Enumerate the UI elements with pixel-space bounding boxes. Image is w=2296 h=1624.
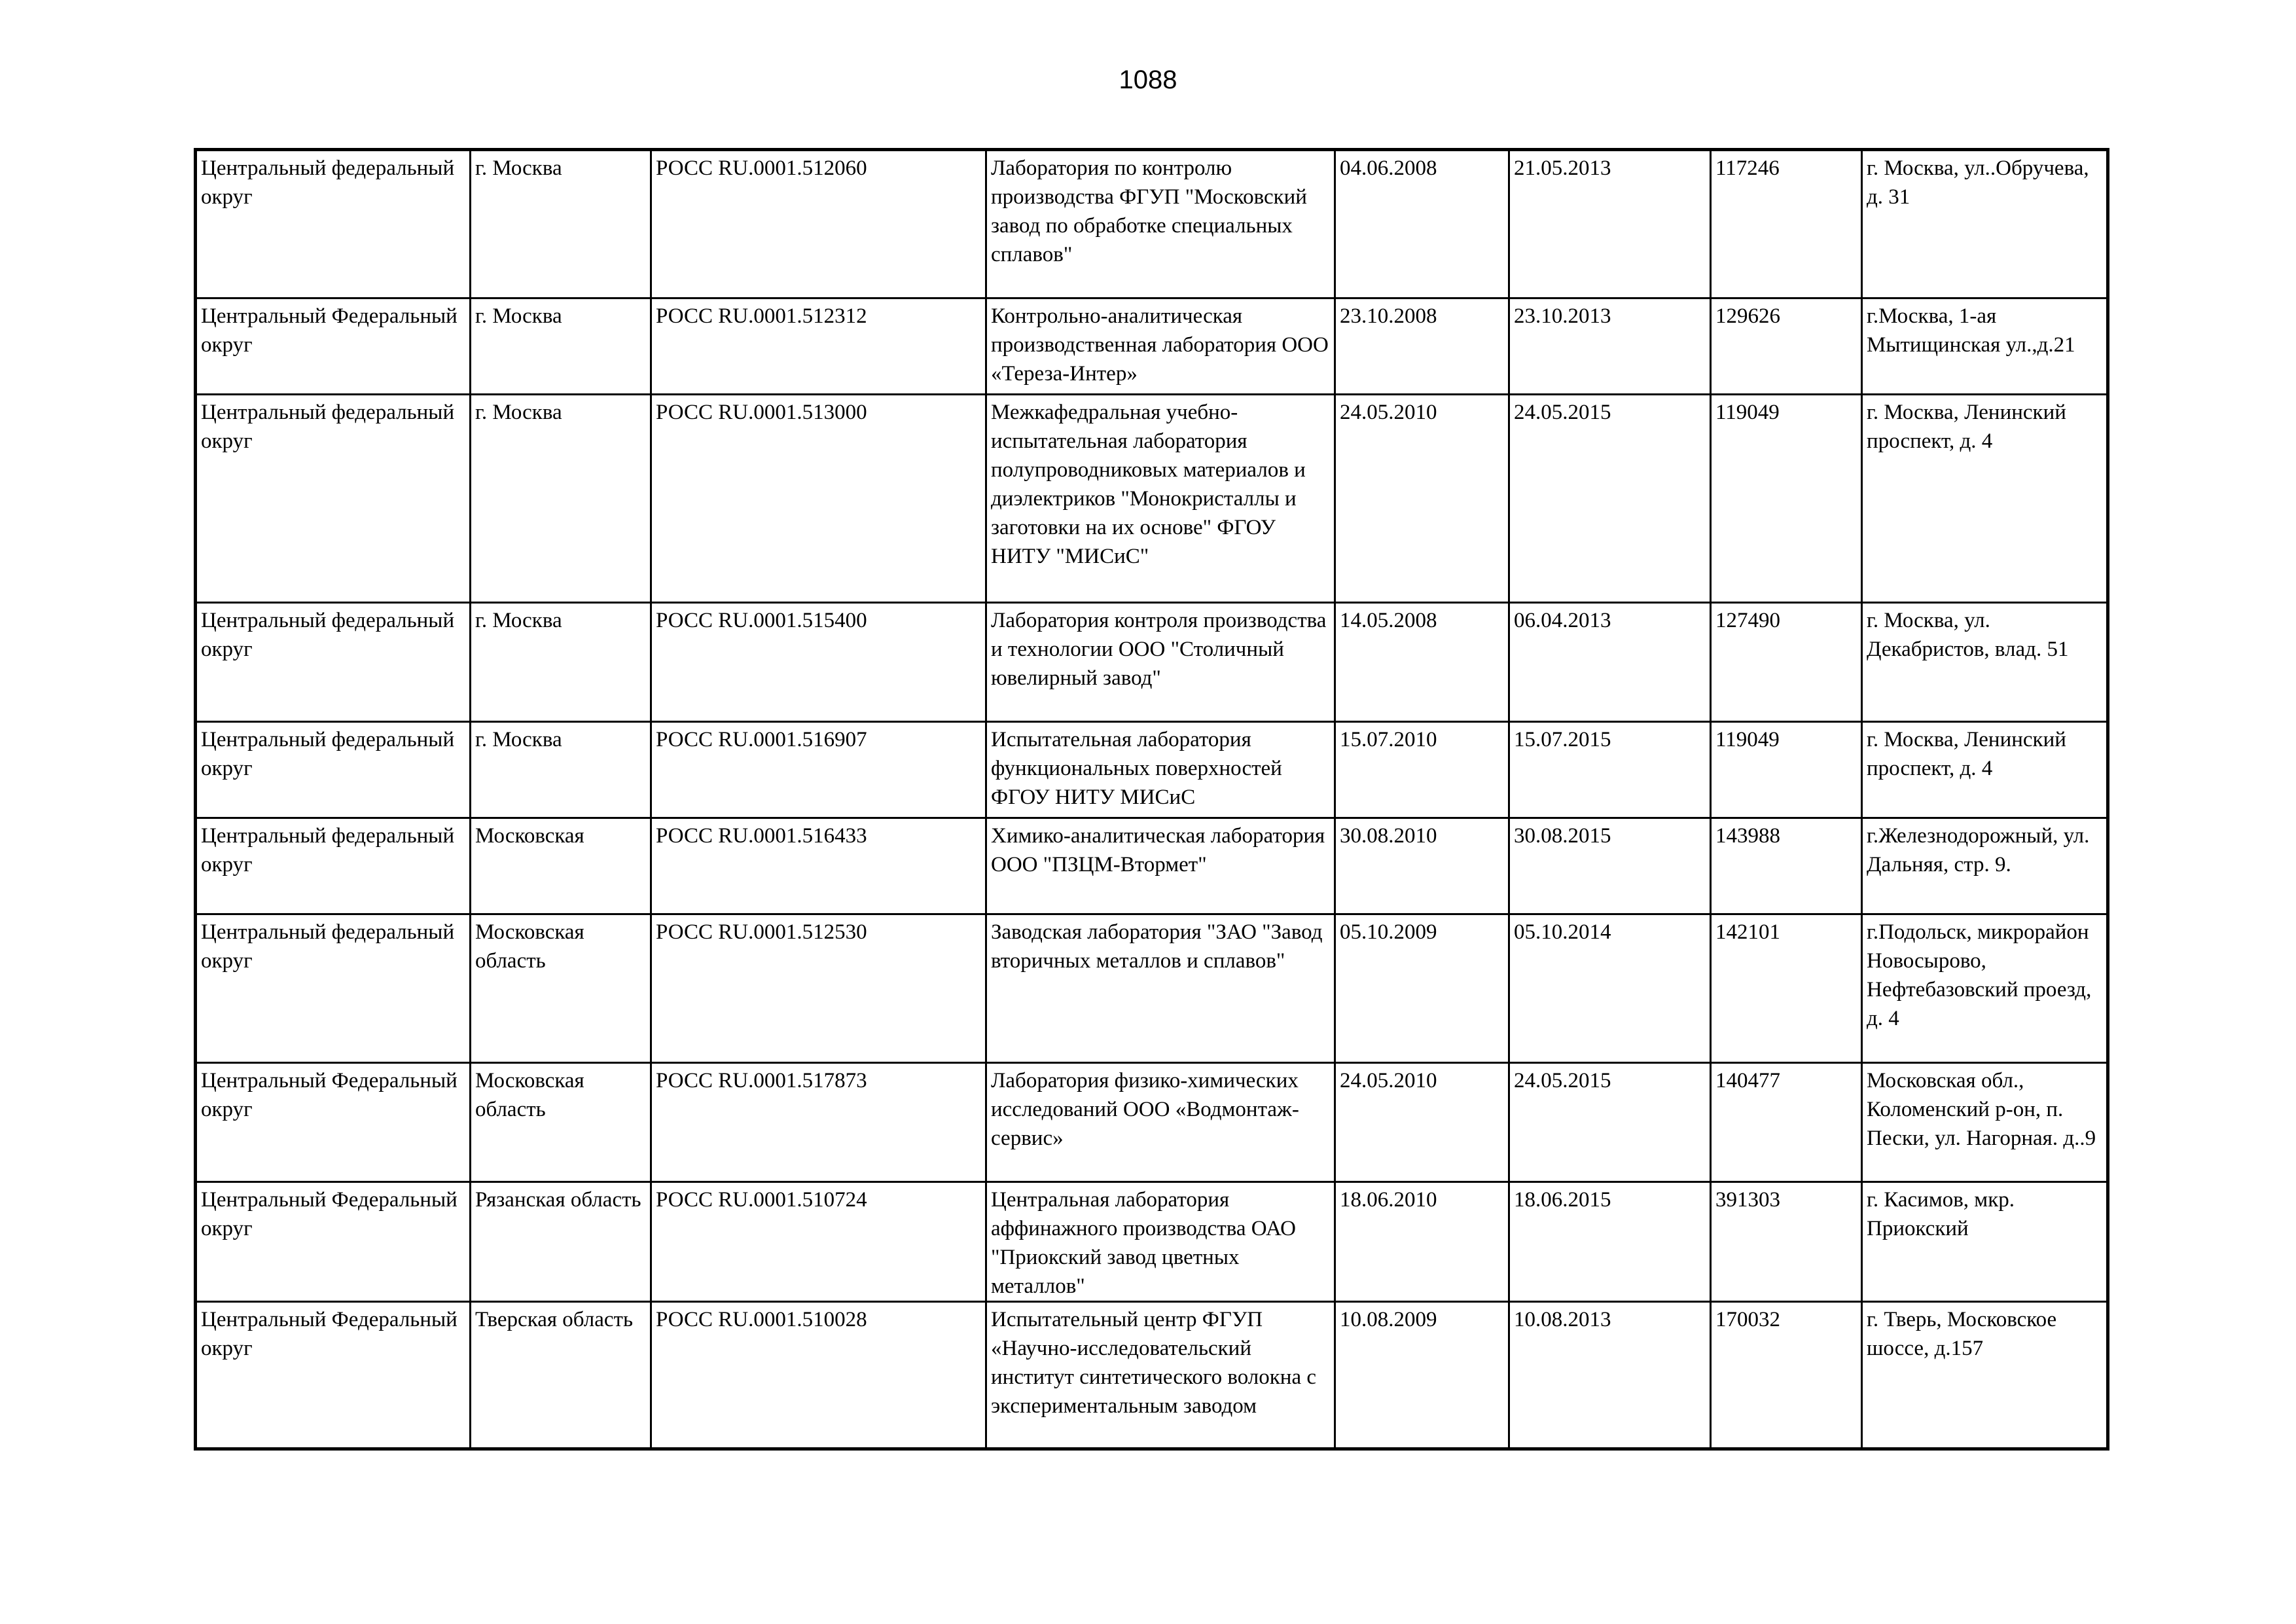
address-cell: г. Тверь, Московское шоссе, д.157 xyxy=(1862,1302,2108,1449)
district-cell: Центральный Федеральный округ xyxy=(196,1063,471,1182)
address-cell: г. Москва, ул..Обручева, д. 31 xyxy=(1862,150,2108,298)
laboratory-name-cell: Лаборатория по контролю производства ФГУП "Московский завод по обработке специальных сплавов" xyxy=(986,150,1335,298)
expiry-date-cell: 15.07.2015 xyxy=(1509,722,1711,818)
region-cell: г. Москва xyxy=(471,150,651,298)
issue-date-cell: 24.05.2010 xyxy=(1335,1063,1509,1182)
postcode-cell: 119049 xyxy=(1711,722,1862,818)
region-cell: Московская область xyxy=(471,1063,651,1182)
issue-date-cell: 18.06.2010 xyxy=(1335,1182,1509,1302)
postcode-cell: 129626 xyxy=(1711,298,1862,395)
address-cell: г.Москва, 1-ая Мытищинская ул.,д.21 xyxy=(1862,298,2108,395)
address-cell: г. Москва, ул. Декабристов, влад. 51 xyxy=(1862,603,2108,722)
postcode-cell: 143988 xyxy=(1711,818,1862,914)
laboratory-name-cell: Межкафедральная учебно-испытательная лаборатория полупроводниковых материалов и диэлектриков "Монокристаллы и заготовки на их основе" ФГОУ НИТУ "МИСиС" xyxy=(986,395,1335,603)
expiry-date-cell: 23.10.2013 xyxy=(1509,298,1711,395)
postcode-cell: 170032 xyxy=(1711,1302,1862,1449)
postcode-cell: 127490 xyxy=(1711,603,1862,722)
district-cell: Центральный федеральный округ xyxy=(196,603,471,722)
address-cell: г. Касимов, мкр. Приокский xyxy=(1862,1182,2108,1302)
table-row xyxy=(196,1182,2108,1302)
address-cell: г. Москва, Ленинский проспект, д. 4 xyxy=(1862,722,2108,818)
registration-number-cell: РОСС RU.0001.510724 xyxy=(651,1182,986,1302)
region-cell: г. Москва xyxy=(471,395,651,603)
postcode-cell: 391303 xyxy=(1711,1182,1862,1302)
address-cell: г. Москва, Ленинский проспект, д. 4 xyxy=(1862,395,2108,603)
region-cell: Московская xyxy=(471,818,651,914)
registration-number-cell: РОСС RU.0001.512530 xyxy=(651,914,986,1063)
page-number: 1088 xyxy=(1119,65,1177,94)
postcode-cell: 119049 xyxy=(1711,395,1862,603)
table-row xyxy=(196,722,2108,818)
district-cell: Центральный федеральный округ xyxy=(196,150,471,298)
table-row xyxy=(196,818,2108,914)
expiry-date-cell: 06.04.2013 xyxy=(1509,603,1711,722)
table-row xyxy=(196,150,2108,298)
table-row xyxy=(196,1063,2108,1182)
region-cell: г. Москва xyxy=(471,722,651,818)
district-cell: Центральный федеральный округ xyxy=(196,722,471,818)
region-cell: Рязанская область xyxy=(471,1182,651,1302)
address-cell: Московская обл., Коломенский р-он, п. Пески, ул. Нагорная. д..9 xyxy=(1862,1063,2108,1182)
laboratory-name-cell: Контрольно-аналитическая производственная лаборатория ООО «Тереза-Интер» xyxy=(986,298,1335,395)
table-row xyxy=(196,395,2108,603)
registration-number-cell: РОСС RU.0001.510028 xyxy=(651,1302,986,1449)
table-row xyxy=(196,914,2108,1063)
district-cell: Центральный Федеральный округ xyxy=(196,1182,471,1302)
district-cell: Центральный федеральный округ xyxy=(196,914,471,1063)
expiry-date-cell: 10.08.2013 xyxy=(1509,1302,1711,1449)
laboratory-name-cell: Лаборатория контроля производства и технологии ООО "Столичный ювелирный завод" xyxy=(986,603,1335,722)
registration-number-cell: РОСС RU.0001.513000 xyxy=(651,395,986,603)
issue-date-cell: 23.10.2008 xyxy=(1335,298,1509,395)
address-cell: г.Подольск, микрорайон Новосырово, Нефтебазовский проезд, д. 4 xyxy=(1862,914,2108,1063)
district-cell: Центральный Федеральный округ xyxy=(196,298,471,395)
expiry-date-cell: 24.05.2015 xyxy=(1509,395,1711,603)
postcode-cell: 140477 xyxy=(1711,1063,1862,1182)
registration-number-cell: РОСС RU.0001.515400 xyxy=(651,603,986,722)
region-cell: г. Москва xyxy=(471,298,651,395)
issue-date-cell: 15.07.2010 xyxy=(1335,722,1509,818)
laboratory-name-cell: Лаборатория физико-химических исследований ООО «Водмонтаж-сервис» xyxy=(986,1063,1335,1182)
issue-date-cell: 14.05.2008 xyxy=(1335,603,1509,722)
region-cell: г. Москва xyxy=(471,603,651,722)
district-cell: Центральный федеральный округ xyxy=(196,818,471,914)
registration-number-cell: РОСС RU.0001.517873 xyxy=(651,1063,986,1182)
issue-date-cell: 30.08.2010 xyxy=(1335,818,1509,914)
registration-number-cell: РОСС RU.0001.516907 xyxy=(651,722,986,818)
postcode-cell: 117246 xyxy=(1711,150,1862,298)
issue-date-cell: 04.06.2008 xyxy=(1335,150,1509,298)
table-row xyxy=(196,298,2108,395)
laboratory-name-cell: Заводская лаборатория "ЗАО "Завод вторичных металлов и сплавов" xyxy=(986,914,1335,1063)
table-row xyxy=(196,1302,2108,1449)
region-cell: Московская область xyxy=(471,914,651,1063)
registration-number-cell: РОСС RU.0001.512312 xyxy=(651,298,986,395)
laboratory-name-cell: Химико-аналитическая лаборатория ООО "ПЗЦМ-Втормет" xyxy=(986,818,1335,914)
expiry-date-cell: 18.06.2015 xyxy=(1509,1182,1711,1302)
expiry-date-cell: 05.10.2014 xyxy=(1509,914,1711,1063)
issue-date-cell: 05.10.2009 xyxy=(1335,914,1509,1063)
issue-date-cell: 10.08.2009 xyxy=(1335,1302,1509,1449)
laboratory-name-cell: Испытательная лаборатория функциональных поверхностей ФГОУ НИТУ МИСиС xyxy=(986,722,1335,818)
expiry-date-cell: 21.05.2013 xyxy=(1509,150,1711,298)
registration-number-cell: РОСС RU.0001.516433 xyxy=(651,818,986,914)
issue-date-cell: 24.05.2010 xyxy=(1335,395,1509,603)
expiry-date-cell: 30.08.2015 xyxy=(1509,818,1711,914)
registration-number-cell: РОСС RU.0001.512060 xyxy=(651,150,986,298)
expiry-date-cell: 24.05.2015 xyxy=(1509,1063,1711,1182)
postcode-cell: 142101 xyxy=(1711,914,1862,1063)
region-cell: Тверская область xyxy=(471,1302,651,1449)
table-row xyxy=(196,603,2108,722)
laboratory-registry-table xyxy=(194,148,2109,1451)
district-cell: Центральный Федеральный округ xyxy=(196,1302,471,1449)
district-cell: Центральный федеральный округ xyxy=(196,395,471,603)
laboratory-name-cell: Центральная лаборатория аффинажного производства ОАО "Приокский завод цветных металлов" xyxy=(986,1182,1335,1302)
laboratory-name-cell: Испытательный центр ФГУП «Научно-исследовательский институт синтетического волокна с экспериментальным заводом xyxy=(986,1302,1335,1449)
address-cell: г.Железнодорожный, ул. Дальняя, стр. 9. xyxy=(1862,818,2108,914)
